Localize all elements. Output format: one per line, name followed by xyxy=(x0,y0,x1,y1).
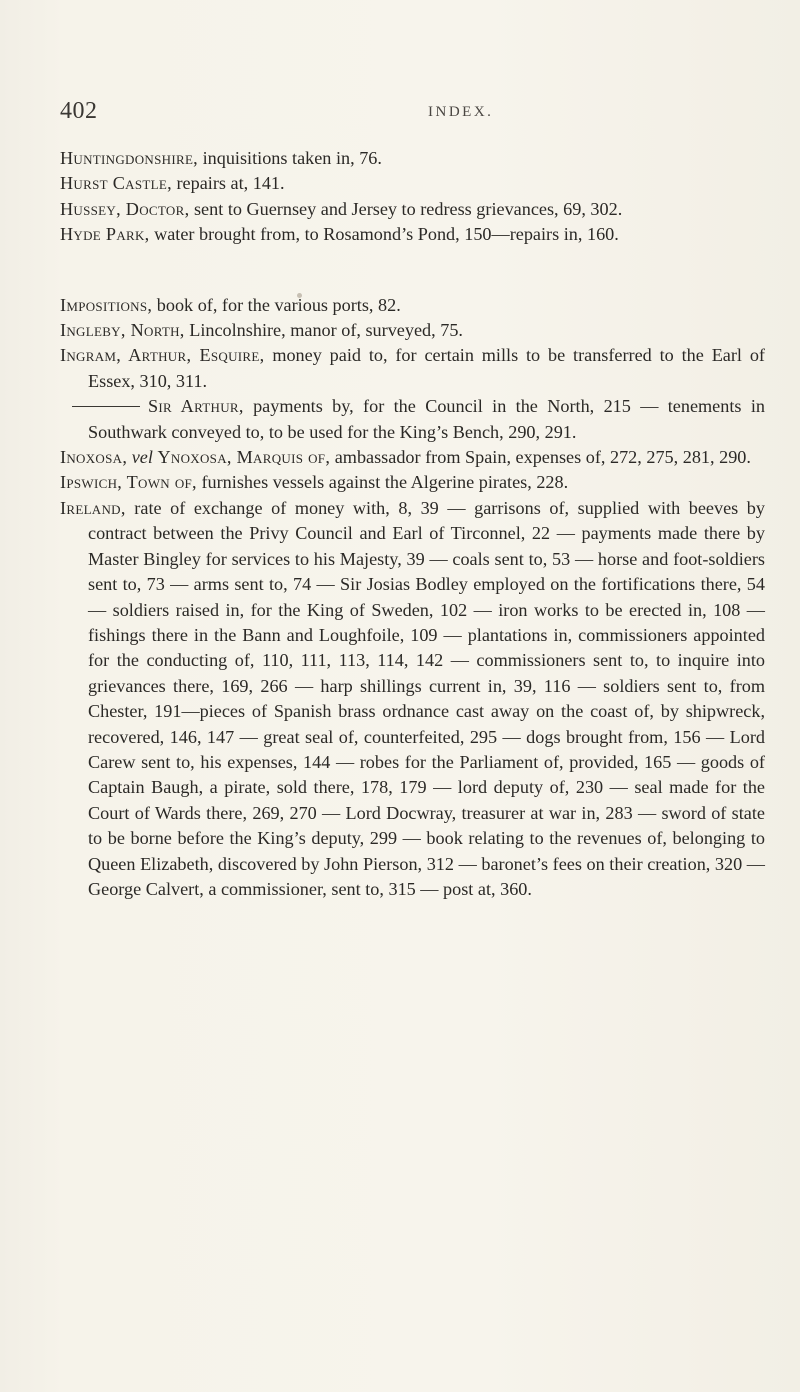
entry-heading: Huntingdonshire, xyxy=(60,148,199,168)
entry-heading: Inoxosa, xyxy=(60,447,128,468)
entry-heading: Ipswich, Town of, xyxy=(60,472,197,493)
entry-text: inquisitions taken in, 76. xyxy=(198,148,382,168)
page-header xyxy=(60,98,750,138)
index-entry-impositions xyxy=(60,293,765,318)
index-entry-ingleby xyxy=(60,318,765,343)
entry-text: payments by, for the Council in the North, 215 — tenements in Southwark conveyed to, to be used for the King’s Bench, 290, 291. xyxy=(88,396,765,442)
index-entry-ireland xyxy=(60,496,765,903)
entry-text: money paid to, for certain mills to be transferred to the Earl of Essex, 310, 311. xyxy=(88,345,765,391)
entry-text: rate of exchange of money with, 8, 39 — garrisons of, supplied with beeves by contract between the Privy Council and Earl of Tirconnel, 22 — payments made there by Master Bingley for services to his Majesty, 39 — coals sent to, 53 — horse and foot-soldiers sent to, 73 — arms sent to, 74 — Sir Josias Bodley employed on the fortifications there, 54 — soldiers raised in, for the King of Sweden, 102 — iron works to be erected in, 108 — fishings there in the Bann and Loughfoile, 109 — plantations in, commissioners appointed for the conducting of, 110, 111, 113, 114, 142 — commissioners sent to, to inquire into grievances there, 169, 266 — harp shillings current in, 39, 116 — soldiers sent to, from Chester, 191—pieces of Spanish brass ordnance cast away on the coast of, by shipwreck, recovered, 146, 147 — great seal of, counterfeited, 295 — dogs brought from, 156 — Lord Carew sent to, his expenses, 144 — robes for the Parliament of, provided, 165 — goods of Captain Baugh, a pirate, sold there, 178, 179 — lord deputy of, 230 — seal made for the Court of Wards there, 269, 270 — Lord Docwray, treasurer at war in, 283 — sword of state to be borne before the King’s deputy, 299 — book relating to the revenues of, belonging to Queen Elizabeth, discovered by John Pierson, 312 — baronet’s fees on their creation, 320 — George Calvert, a commissioner, sent to, 315 — post at, 360. xyxy=(88,497,765,899)
entry-heading-alt: Ynoxosa, Marquis of, xyxy=(157,447,331,468)
index-entry-ingram-arthur xyxy=(60,343,765,394)
entry-vel: vel xyxy=(131,447,153,468)
entry-text: book of, for the various ports, 82. xyxy=(152,294,401,315)
entry-heading: Ireland, xyxy=(60,497,126,518)
index-entry-ingram-sir-arthur xyxy=(60,394,765,445)
index-entry-ipswich xyxy=(60,470,765,495)
entry-text: furnishes vessels against the Algerine pirates, 228. xyxy=(196,472,569,493)
index-entry-inoxosa xyxy=(60,445,765,470)
entry-heading: Ingram, Arthur, Esquire, xyxy=(60,345,265,366)
entry-text: sent to Guernsey and Jersey to redress grievances, 69, 302. xyxy=(189,198,623,219)
entry-text: Lincolnshire, manor of, surveyed, 75. xyxy=(184,320,463,341)
entry-text: repairs at, 141. xyxy=(171,173,285,194)
entry-heading: Impositions, xyxy=(60,294,153,315)
entry-text: water brought from, to Rosamond’s Pond, 150—repairs in, 160. xyxy=(149,224,619,245)
entry-heading: Sir Arthur, xyxy=(148,396,244,417)
index-entry-hussey xyxy=(60,197,765,222)
entry-heading: Hussey, Doctor, xyxy=(60,198,190,219)
ditto-dash xyxy=(72,406,140,407)
index-entries xyxy=(60,146,765,902)
entry-heading: Hurst Castle, xyxy=(60,173,172,194)
index-entry-hyde-park xyxy=(60,222,765,247)
entry-text: ambassador from Spain, expenses of, 272, 275, 281, 290. xyxy=(330,447,751,468)
entry-heading: Ingleby, North, xyxy=(60,320,185,341)
index-entry-hurst-castle xyxy=(60,171,765,196)
entry-heading: Hyde Park, xyxy=(60,224,150,245)
running-head: INDEX. xyxy=(428,104,494,120)
index-entry-huntingdonshire xyxy=(60,146,765,171)
page-number: 402 xyxy=(60,98,98,124)
